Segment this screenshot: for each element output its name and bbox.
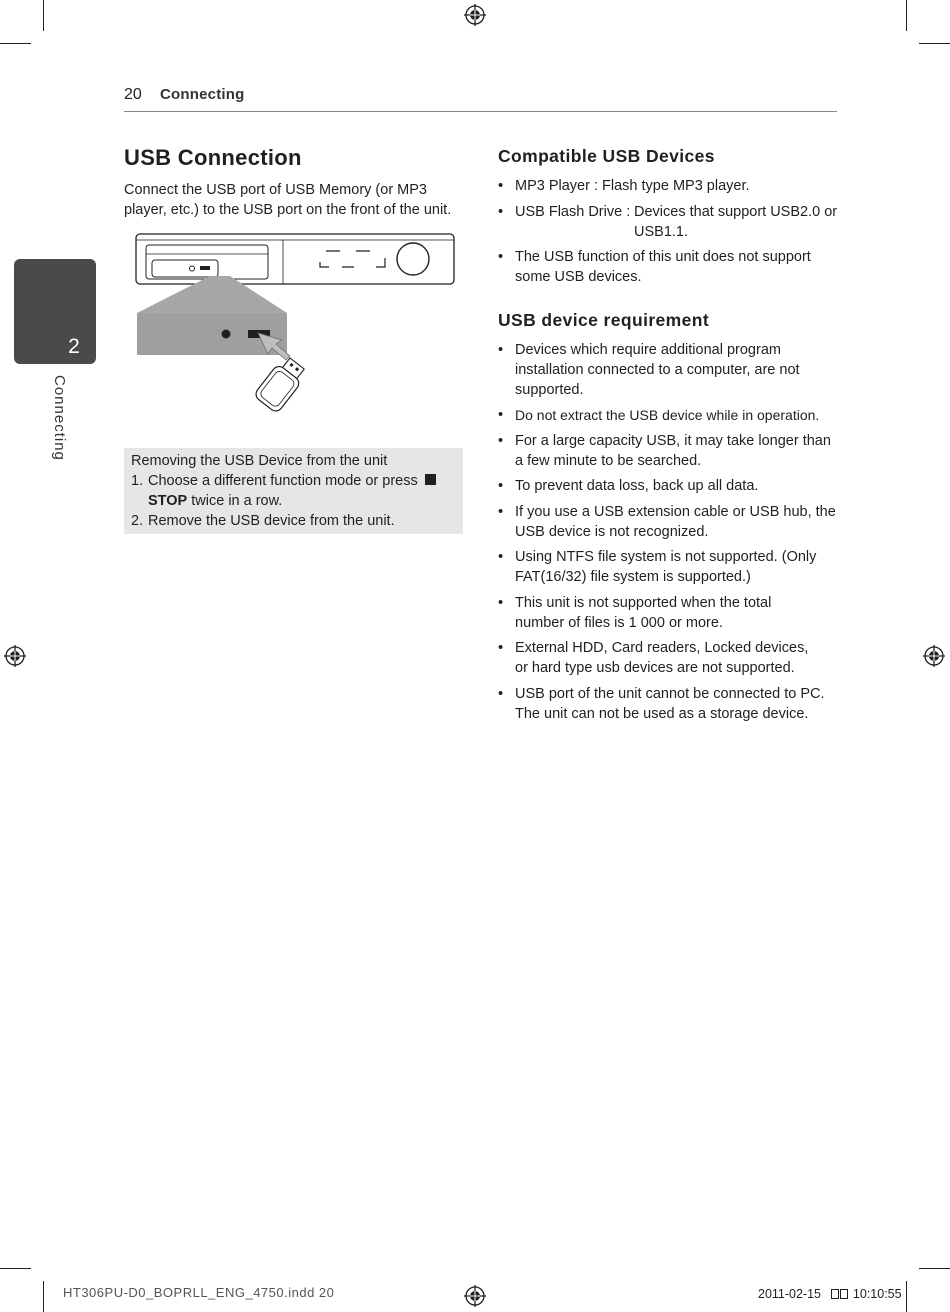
print-time: 10:10:55 <box>852 1287 902 1301</box>
registration-mark-icon <box>4 645 26 667</box>
registration-mark-icon <box>464 4 486 26</box>
list-item-text: External HDD, Card readers, Locked devices, or hard type usb devices are not supported. <box>515 640 809 676</box>
bullet-icon: • <box>498 478 504 494</box>
note-title: Removing the USB Device from the unit <box>131 453 388 469</box>
list-item-text: The USB function of this unit does not support some USB devices. <box>515 249 811 285</box>
file-slug: HT306PU-D0_BOPRLL_ENG_4750.indd 20 <box>63 1285 335 1300</box>
bullet-icon: • <box>498 249 504 265</box>
list-item-text: Using NTFS file system is not supported. (Only FAT(16/32) file system is supported.) <box>515 549 817 585</box>
list-item-label: USB Flash Drive : <box>515 204 631 220</box>
list-item-text: This unit is not supported when the total number of files is 1 000 or more. <box>515 595 772 631</box>
stop-label: STOP <box>148 493 188 509</box>
registration-mark-icon <box>464 1285 486 1307</box>
running-header: Connecting <box>160 86 245 103</box>
crop-mark <box>0 1268 31 1269</box>
note-step <box>148 471 453 511</box>
bullet-icon: • <box>498 204 504 220</box>
bullet-icon: • <box>498 640 504 656</box>
note-step <box>131 471 143 491</box>
list-item-text: Do not extract the USB device while in operation. <box>515 407 820 423</box>
list-item-text: Devices that support USB2.0 or USB1.1. <box>634 204 838 240</box>
step-text: twice in a row. <box>191 493 283 509</box>
header-rule <box>124 111 837 112</box>
crop-mark <box>919 1268 950 1269</box>
list-item-text: USB port of the unit cannot be connected to PC. The unit can not be used as a storage device. <box>515 686 825 722</box>
note-step <box>131 511 143 531</box>
glyph-box <box>840 1289 848 1299</box>
note-step <box>148 511 395 531</box>
crop-mark <box>0 43 31 44</box>
list-item-text: To prevent data loss, back up all data. <box>515 478 759 494</box>
bullet-icon: • <box>498 686 504 702</box>
bullet-icon: • <box>498 178 504 194</box>
registration-mark-icon <box>923 645 945 667</box>
crop-mark <box>906 1281 907 1312</box>
bullet-icon: • <box>498 433 504 449</box>
bullet-icon: • <box>498 595 504 611</box>
list-item-text: If you use a USB extension cable or USB hub, the USB device is not recognized. <box>515 504 836 540</box>
crop-mark <box>906 0 907 31</box>
usb-connection-illustration <box>130 230 462 415</box>
list-item-text: Devices which require additional program installation connected to a computer, are not supported. <box>515 342 800 398</box>
chapter-number: 2 <box>68 335 80 358</box>
requirement-heading: USB device requirement <box>498 310 710 330</box>
section-title: USB Connection <box>124 145 302 170</box>
list-item-text: MP3 Player : Flash type MP3 player. <box>515 178 750 194</box>
list-item-text: For a large capacity USB, it may take longer than a few minute to be searched. <box>515 433 831 469</box>
step-text: Choose a different function mode or press <box>148 473 418 489</box>
bullet-icon: • <box>498 504 504 520</box>
compatible-devices-heading: Compatible USB Devices <box>498 146 715 166</box>
step-text: Remove the USB device from the unit. <box>148 513 395 529</box>
glyph-box <box>831 1289 839 1299</box>
crop-mark <box>43 1281 44 1312</box>
step-number: 1. <box>131 473 144 489</box>
page-number: 20 <box>124 86 142 103</box>
crop-mark <box>43 0 44 31</box>
chapter-label: Connecting <box>51 375 68 461</box>
bullet-icon: • <box>498 549 504 565</box>
stop-square-icon <box>425 474 436 485</box>
bullet-icon: • <box>498 407 504 423</box>
print-date: 2011-02-15 <box>758 1287 822 1301</box>
step-number: 2. <box>131 513 144 529</box>
crop-mark <box>919 43 950 44</box>
print-timestamp <box>758 1287 902 1301</box>
bullet-icon: • <box>498 342 504 358</box>
intro-paragraph: Connect the USB port of USB Memory (or MP3 player, etc.) to the USB port on the front of the unit. <box>124 182 452 218</box>
